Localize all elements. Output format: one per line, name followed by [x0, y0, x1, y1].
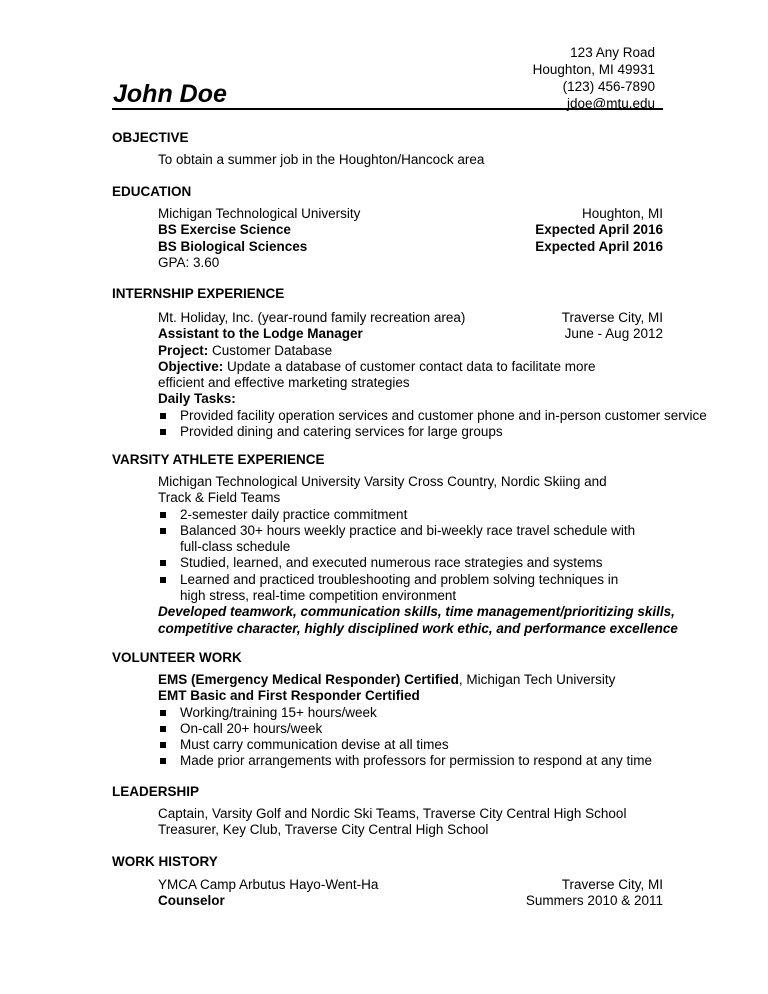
- degree-row: [158, 239, 663, 255]
- list-item: On-call 20+ hours/week: [158, 721, 663, 737]
- list-item: Working/training 15+ hours/week: [158, 705, 663, 721]
- objective-label: Objective:: [158, 358, 224, 374]
- leadership-item: Captain, Varsity Golf and Nordic Ski Teams, Traverse City Central High School: [158, 806, 627, 821]
- education-section: [158, 206, 663, 271]
- athlete-heading: VARSITY ATHLETE EXPERIENCE: [112, 452, 325, 467]
- volunteer-list: [158, 705, 663, 770]
- applicant-name: John Doe: [113, 80, 227, 108]
- list-item: Provided facility operation services and customer phone and in-person customer service: [158, 408, 663, 424]
- degree-name: BS Biological Sciences: [158, 238, 308, 254]
- degree-row: [158, 222, 663, 238]
- square-bullet-icon: [160, 710, 166, 716]
- leadership-section: [158, 806, 663, 839]
- internship-objective-cont: efficient and effective marketing strategies: [158, 375, 410, 391]
- internship-title: Assistant to the Lodge Manager: [158, 326, 363, 342]
- internship-section: [158, 310, 707, 440]
- leadership-heading: LEADERSHIP: [112, 784, 200, 799]
- list-item: Balanced 30+ hours weekly practice and bi-weekly race travel schedule with full-class schedule: [158, 523, 663, 556]
- leadership-item: Treasurer, Key Club, Traverse City Central High School: [158, 822, 489, 838]
- internship-org: Mt. Holiday, Inc. (year-round family recreation area): [158, 310, 466, 325]
- gpa: GPA: 3.60: [158, 254, 220, 270]
- daily-tasks-label: Daily Tasks:: [158, 391, 236, 407]
- degree-date: Expected April 2016: [535, 238, 663, 254]
- address-line-2: Houghton, MI 49931: [532, 62, 655, 77]
- list-item: Provided dining and catering services for large groups: [158, 424, 663, 440]
- school-name: Michigan Technological University: [158, 206, 361, 221]
- work-history-heading: WORK HISTORY: [112, 854, 218, 869]
- work-dates: Summers 2010 & 2011: [525, 893, 663, 909]
- list-item: 2-semester daily practice commitment: [158, 507, 663, 523]
- degree-name: BS Exercise Science: [158, 222, 291, 238]
- objective-section: [158, 152, 663, 168]
- square-bullet-icon: [160, 413, 166, 419]
- internship-task-list: [158, 407, 707, 441]
- square-bullet-icon: [160, 726, 166, 732]
- square-bullet-icon: [160, 512, 166, 518]
- project-label: Project:: [158, 342, 209, 358]
- volunteer-heading: VOLUNTEER WORK: [112, 650, 242, 665]
- degree-date: Expected April 2016: [535, 222, 663, 238]
- athlete-intro-cont: Track & Field Teams: [158, 490, 281, 506]
- school-location: Houghton, MI: [581, 206, 663, 221]
- objective-text: To obtain a summer job in the Houghton/Hancock area: [158, 152, 485, 167]
- list-item: Made prior arrangements with professors for permission to respond at any time: [158, 753, 663, 769]
- athlete-intro: Michigan Technological University Varsity Cross Country, Nordic Skiing and: [158, 474, 607, 489]
- internship-heading: INTERNSHIP EXPERIENCE: [112, 286, 285, 301]
- athlete-list: [158, 507, 663, 605]
- work-org-row: [158, 877, 663, 893]
- contact-block: [533, 44, 655, 112]
- internship-title-row: [158, 326, 663, 342]
- email-address: jdoe@mtu.edu: [566, 96, 655, 111]
- athlete-section: [158, 474, 678, 637]
- internship-org-row: [158, 310, 663, 326]
- objective-description: Update a database of customer contact data to facilitate more: [223, 358, 596, 374]
- square-bullet-icon: [160, 577, 166, 583]
- education-school-row: [158, 206, 663, 222]
- square-bullet-icon: [160, 528, 166, 534]
- project-text: Customer Database: [208, 342, 333, 358]
- square-bullet-icon: [160, 742, 166, 748]
- phone-number: (123) 456-7890: [562, 79, 655, 94]
- work-org: YMCA Camp Arbutus Hayo-Went-Ha: [158, 877, 379, 892]
- list-item: Must carry communication devise at all times: [158, 737, 663, 753]
- athlete-summary: Developed teamwork, communication skills, time management/prioritizing skills,: [158, 604, 675, 620]
- volunteer-cert-2: EMT Basic and First Responder Certified: [158, 688, 420, 704]
- work-title: Counselor: [158, 893, 225, 909]
- square-bullet-icon: [160, 560, 166, 566]
- internship-dates: June - Aug 2012: [564, 326, 663, 342]
- work-history-section: [158, 877, 663, 910]
- education-heading: EDUCATION: [112, 184, 192, 199]
- volunteer-cert-1: EMS (Emergency Medical Responder) Certified, Michigan Tech University: [158, 672, 616, 687]
- header-divider: [112, 108, 663, 110]
- address-line-1: 123 Any Road: [570, 45, 655, 60]
- square-bullet-icon: [160, 758, 166, 764]
- internship-location: Traverse City, MI: [561, 310, 663, 325]
- work-location: Traverse City, MI: [561, 877, 663, 892]
- internship-objective: [158, 359, 663, 375]
- list-item: Studied, learned, and executed numerous race strategies and systems: [158, 555, 663, 571]
- square-bullet-icon: [160, 429, 166, 435]
- athlete-summary-cont: competitive character, highly disciplined work ethic, and performance excellence: [158, 620, 678, 636]
- internship-project: [158, 343, 663, 359]
- objective-heading: OBJECTIVE: [112, 130, 189, 145]
- work-title-row: [158, 893, 663, 909]
- volunteer-section: [158, 672, 663, 770]
- list-item: Learned and practiced troubleshooting and problem solving techniques in high stress, real-time competition environment: [158, 572, 663, 605]
